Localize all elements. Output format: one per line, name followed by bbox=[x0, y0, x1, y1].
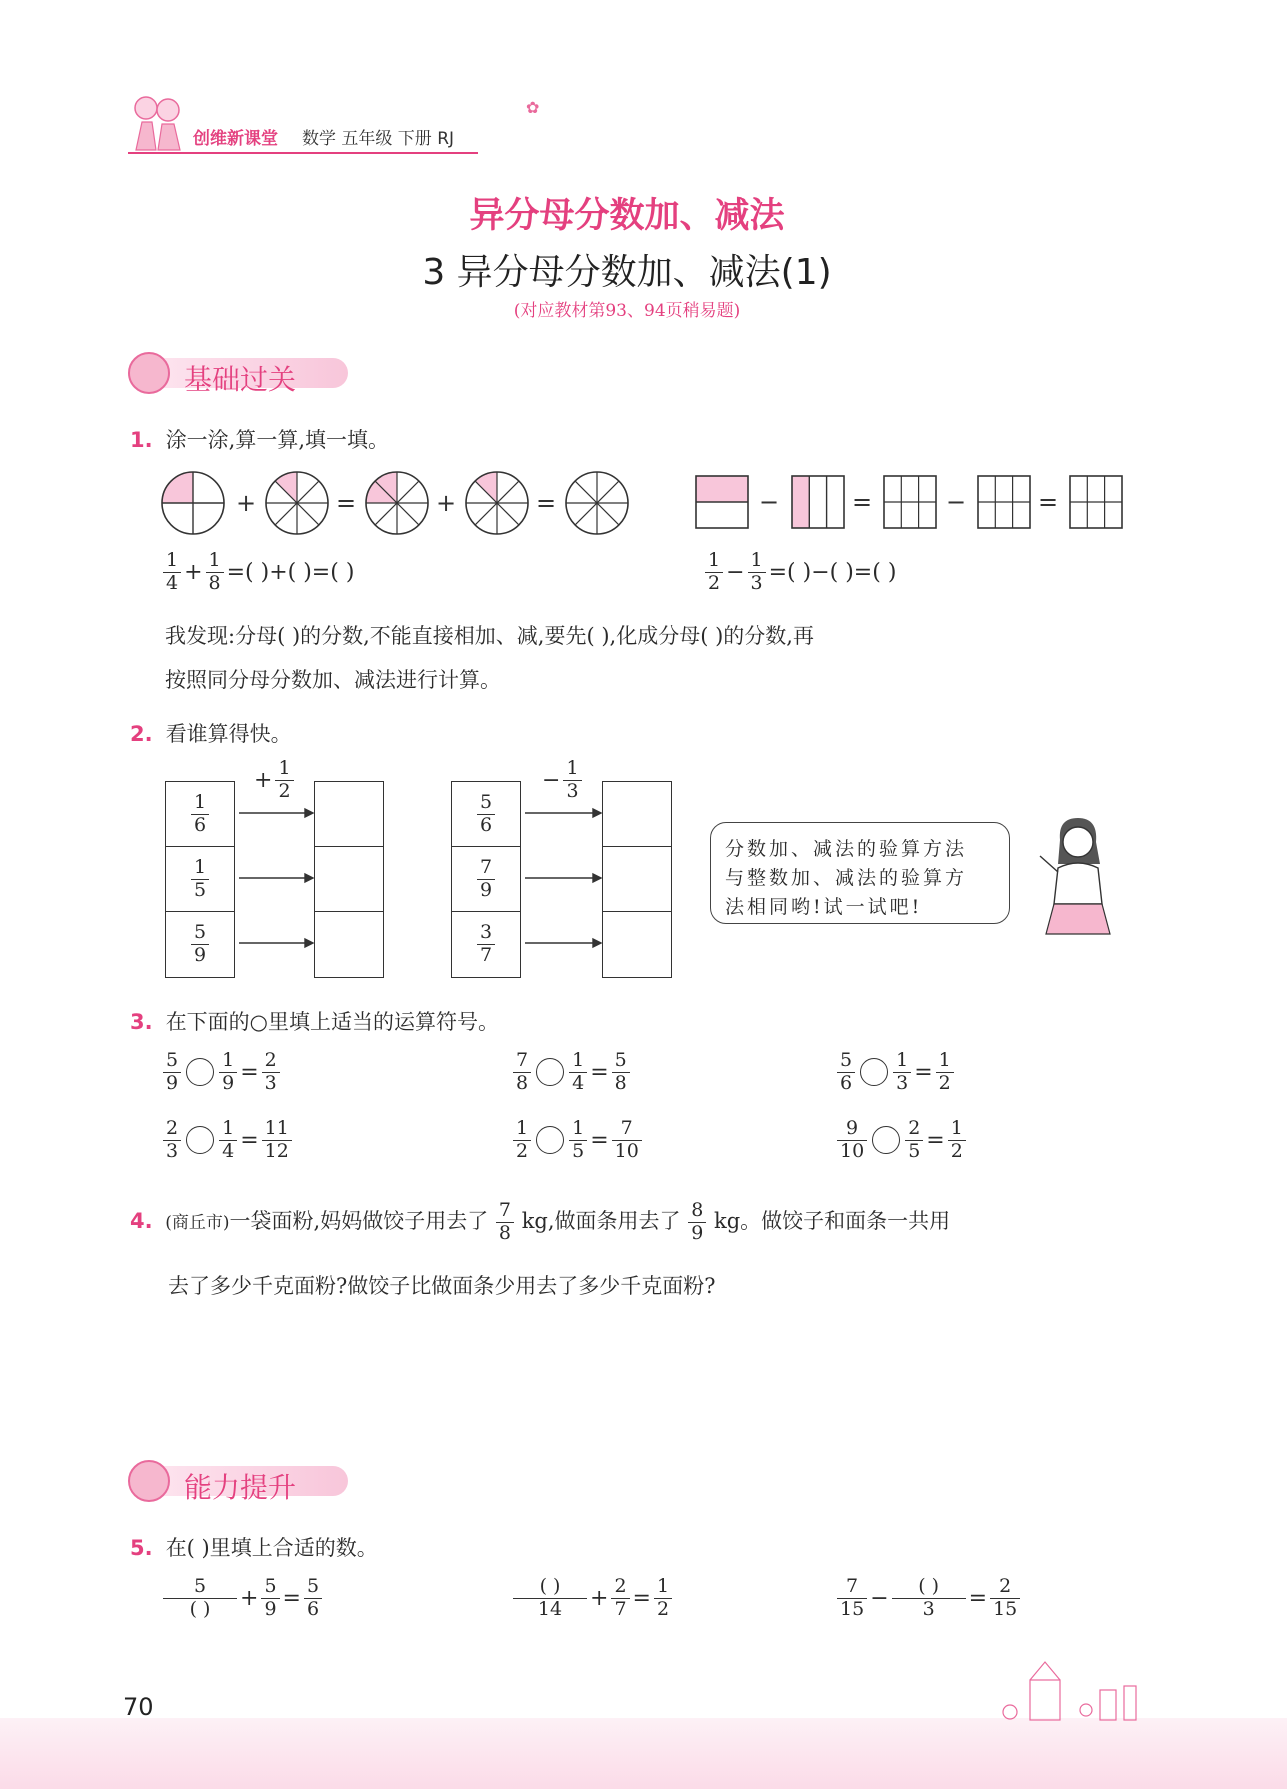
answer-box[interactable] bbox=[603, 912, 671, 977]
operator-circle[interactable] bbox=[872, 1126, 900, 1154]
rect-thirds-shaded bbox=[792, 476, 844, 528]
operator-circle[interactable] bbox=[536, 1126, 564, 1154]
q1-left-equation[interactable]: $\frac{1}{4}$ + $\frac{1}{8}$ =( )+( )=( ) bbox=[162, 550, 356, 595]
equals-sign: = bbox=[535, 489, 557, 517]
header-underline bbox=[128, 152, 478, 154]
question-text: 看谁算得快。 bbox=[165, 722, 292, 746]
circle-eighths-blank[interactable] bbox=[566, 472, 628, 534]
question-source: (商丘市) bbox=[165, 1212, 230, 1233]
plus-sign: + bbox=[435, 489, 457, 517]
flower-icon: ✿ bbox=[526, 98, 540, 117]
circle-eighths-two-shaded bbox=[366, 472, 428, 534]
q1-discovery-line-1[interactable]: 我发现:分母( )的分数,不能直接相加、减,要先( ),化成分母( )的分数,再 bbox=[165, 624, 814, 648]
fraction: $\frac{1}{2}$ bbox=[705, 550, 723, 595]
question-5 bbox=[130, 1532, 378, 1562]
question-1 bbox=[130, 424, 389, 454]
question-4: 4. (商丘市)一袋面粉,妈妈做饺子用去了 $\frac{7}{8}$ kg,做面条用去了 $\frac{8}{9}$ kg。做饺子和面条一共用 bbox=[130, 1199, 951, 1244]
mascot-icon bbox=[128, 352, 170, 394]
q2-right-input-column: $\frac{5}{6}$ $\frac{7}{9}$ $\frac{3}{7}$ bbox=[451, 781, 521, 978]
q3-problem[interactable]: $\frac{9}{10}$ $\frac{2}{5}$ = $\frac{1}{2}$ bbox=[836, 1118, 967, 1163]
minus-sign: − bbox=[945, 488, 967, 516]
q3-problem[interactable]: $\frac{5}{9}$ $\frac{1}{9}$ = $\frac{2}{3}$ bbox=[162, 1050, 281, 1095]
bubble-line: 分数加、减法的验算方法 bbox=[725, 838, 968, 860]
mascot-icon bbox=[128, 1460, 170, 1502]
section-title-basic: 基础过关 bbox=[184, 363, 297, 396]
question-number: 1. bbox=[130, 428, 153, 452]
q2-left-operator: + $\frac{1}{2}$ bbox=[252, 758, 295, 803]
minus-sign: − bbox=[758, 488, 780, 516]
q2-left-answer-column[interactable] bbox=[314, 781, 384, 978]
fraction: $\frac{1}{4}$ bbox=[163, 550, 181, 595]
answer-box[interactable] bbox=[603, 847, 671, 912]
question-text: 涂一涂,算一算,填一填。 bbox=[165, 428, 390, 452]
teacher-illustration bbox=[1030, 812, 1126, 936]
question-3 bbox=[130, 1006, 499, 1036]
q2-right-arrows bbox=[521, 781, 603, 978]
bubble-line: 与整数加、减法的验算方 bbox=[725, 867, 968, 889]
question-4-line-2: 去了多少千克面粉?做饺子比做面条少用去了多少千克面粉? bbox=[168, 1274, 716, 1298]
equals-sign: = bbox=[1037, 488, 1059, 516]
blank-numerator[interactable]: ( ) bbox=[892, 1576, 966, 1599]
q2-left-input-column: $\frac{1}{6}$ $\frac{1}{5}$ $\frac{5}{9}$ bbox=[165, 781, 235, 978]
answer-box[interactable] bbox=[315, 847, 383, 912]
bubble-line: 法相同哟!试一试吧! bbox=[725, 896, 923, 918]
q2-right-answer-column[interactable] bbox=[602, 781, 672, 978]
fraction: $\frac{1}{3}$ bbox=[748, 550, 766, 595]
lesson-title: 3 异分母分数加、减法(1) bbox=[422, 252, 832, 293]
q3-problem[interactable]: $\frac{7}{8}$ $\frac{1}{4}$ = $\frac{5}{8}$ bbox=[512, 1050, 631, 1095]
section-title-advanced: 能力提升 bbox=[184, 1471, 297, 1504]
question-text: 在( )里填上合适的数。 bbox=[165, 1536, 378, 1560]
question-2 bbox=[130, 718, 292, 748]
book-info: 数学 五年级 下册 RJ bbox=[302, 129, 455, 149]
operator-circle[interactable] bbox=[536, 1058, 564, 1086]
question-text: 在下面的○里填上适当的运算符号。 bbox=[165, 1010, 500, 1034]
answer-box[interactable] bbox=[315, 912, 383, 977]
q3-problem[interactable]: $\frac{5}{6}$ $\frac{1}{3}$ = $\frac{1}{2}$ bbox=[836, 1050, 955, 1095]
q3-problem[interactable]: $\frac{2}{3}$ $\frac{1}{4}$ = $\frac{11}{12}$ bbox=[162, 1118, 293, 1163]
question-number: 4. bbox=[130, 1208, 153, 1233]
q1-rectangle-diagrams bbox=[694, 474, 1124, 530]
q5-problem[interactable]: $\frac{5}{( )}$ + $\frac{5}{9}$ = $\frac{5}{6}$ bbox=[162, 1576, 323, 1621]
section-banner-basic bbox=[128, 352, 358, 394]
rect-halves-shaded bbox=[696, 476, 748, 528]
q1-circle-diagrams bbox=[160, 470, 630, 536]
equals-sign: = bbox=[851, 488, 873, 516]
rect-sixths-blank[interactable] bbox=[1070, 476, 1122, 528]
plus-sign: + bbox=[235, 489, 257, 517]
page-number: 70 bbox=[123, 1693, 154, 1721]
q3-problem[interactable]: $\frac{1}{2}$ $\frac{1}{5}$ = $\frac{7}{10}$ bbox=[512, 1118, 643, 1163]
speech-bubble bbox=[710, 822, 1010, 924]
castle-decoration bbox=[990, 1650, 1170, 1722]
q5-problem[interactable]: $\frac{7}{15}$ − $\frac{( )}{3}$ = $\frac{2}{15}$ bbox=[836, 1576, 1021, 1621]
answer-box[interactable] bbox=[603, 782, 671, 847]
footer-band bbox=[0, 1718, 1287, 1789]
answer-box[interactable] bbox=[315, 782, 383, 847]
header-mascot bbox=[128, 92, 186, 154]
operator-circle[interactable] bbox=[860, 1058, 888, 1086]
blank-denominator[interactable]: ( ) bbox=[189, 1597, 211, 1620]
equation-blanks: =( )+( )=( ) bbox=[226, 559, 355, 585]
equation-blanks: =( )−( )=( ) bbox=[768, 559, 897, 585]
lesson-note: (对应教材第93、94页稍易题) bbox=[513, 301, 741, 321]
rect-sixths-blank[interactable] bbox=[884, 476, 936, 528]
circle-quarters-shaded bbox=[162, 472, 224, 534]
circle-eighths-one-shaded bbox=[466, 472, 528, 534]
brand-name: 创维新课堂 bbox=[193, 129, 278, 149]
circle-eighths-shaded bbox=[266, 472, 328, 534]
blank-numerator[interactable]: ( ) bbox=[513, 1576, 587, 1599]
equals-sign: = bbox=[335, 489, 357, 517]
rect-sixths-blank[interactable] bbox=[978, 476, 1030, 528]
q1-discovery-line-2: 按照同分母分数加、减法进行计算。 bbox=[165, 668, 501, 692]
q5-problem[interactable]: $\frac{( )}{14}$ + $\frac{2}{7}$ = $\frac{1}{2}$ bbox=[512, 1576, 673, 1621]
operator-circle[interactable] bbox=[186, 1058, 214, 1086]
question-number: 2. bbox=[130, 722, 153, 746]
q2-left-arrows bbox=[235, 781, 315, 978]
section-banner-advanced bbox=[128, 1460, 358, 1502]
operator-circle[interactable] bbox=[186, 1126, 214, 1154]
q1-right-equation[interactable]: $\frac{1}{2}$ − $\frac{1}{3}$ =( )−( )=( ) bbox=[704, 550, 898, 595]
question-number: 3. bbox=[130, 1010, 153, 1034]
question-number: 5. bbox=[130, 1536, 153, 1560]
fraction: $\frac{1}{8}$ bbox=[206, 550, 224, 595]
q2-right-operator: − $\frac{1}{3}$ bbox=[540, 758, 583, 803]
lesson-group-title: 异分母分数加、减法 bbox=[469, 196, 785, 236]
